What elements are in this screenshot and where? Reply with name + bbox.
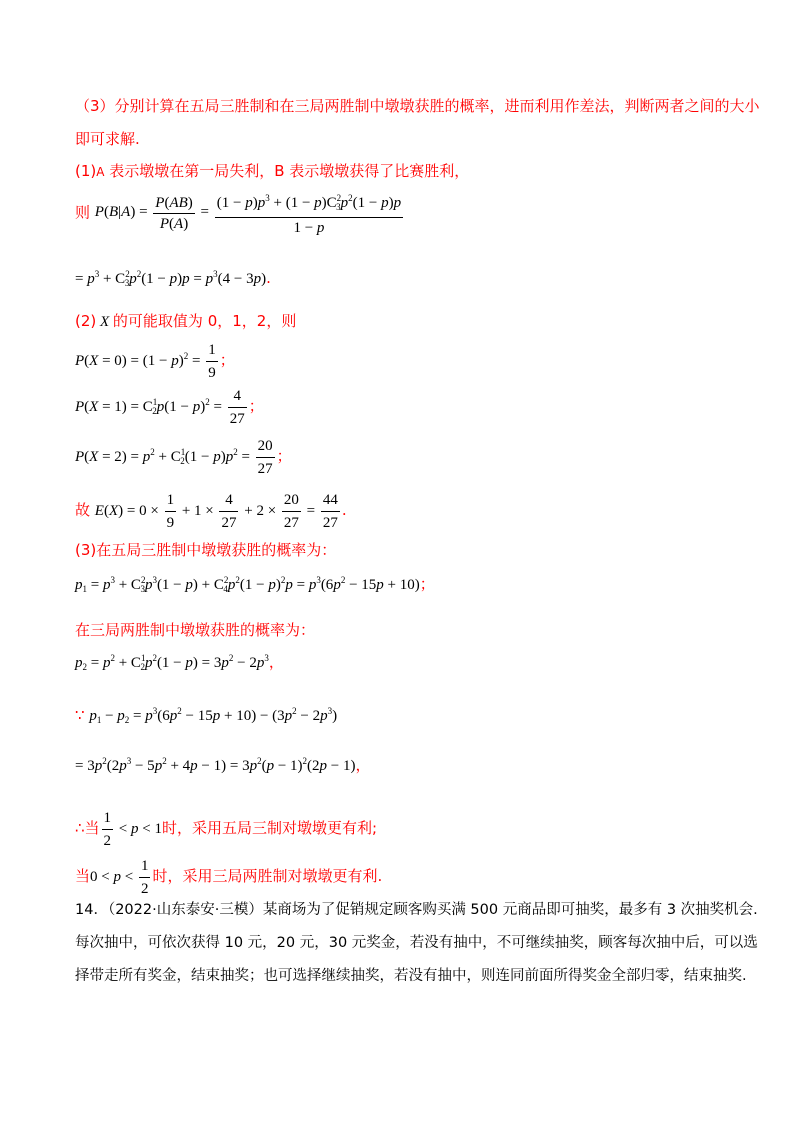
px1-formula: $P(X = 1) = C^1_2p(1 - p)^2$ = $\frac{4}{27}$ ； [75,388,264,427]
because-symbol: ∵ [75,706,85,724]
p2-formula: $p_2 = p^2 + C^1_2p^2(1 - p) = 3p^2 - 2p^3$， [75,653,284,672]
q14-line2: 每次抽中，可依次获得 10 元，20 元，30 元奖金，若没有抽中，不可继续抽奖，顾客每次抽中后，可以选 [75,935,758,951]
sol1-event-a: A [96,165,105,179]
sol1-intro [75,161,469,182]
therefore-label: 故 [75,500,91,519]
sol2-prefix: (2) [75,312,97,330]
conclusion-2: 当0 < p < $\frac{1}{2}$ 时，采用三局两胜制对墩墩更有利. [75,858,383,897]
px0-formula: $P(X = 0) = (1 - p)^2$ = $\frac{1}{9}$ ； [75,342,235,381]
conclusion-2-prefix: 当 [75,866,91,885]
sol3-intro2: 在三局两胜制中墩墩获胜的概率为： [75,621,316,639]
sol1-then: 则 [75,203,91,222]
px2-formula: $P(X = 2) = p^2 + C^1_2(1 - p)p^2$ = $\frac{20}{27}$ ； [75,438,292,477]
part3-hint-line1: （3）分别计算在五局三胜制和在三局两胜制中墩墩获胜的概率，进而利用作差法，判断两者之间的大小 [75,97,760,115]
sol2-intro-text: 的可能取值为 0，1，2，则 [112,312,297,330]
sol1-prefix: (1) [75,162,97,180]
sol1-intro-text: 表示墩墩在第一局失利，B 表示墩墩获得了比赛胜利， [104,162,470,180]
comma: ， [355,756,371,774]
conclusion-1-suffix: 时，采用五局三制对墩墩更有利; [161,818,378,837]
conclusion-1-prefix: ∴当 [75,818,100,837]
difference-formula: ∵ $p_1 - p_2 = p^3(6p^2 - 15p + 10) - (3p^2 - 2p^3)$ [75,706,338,725]
conclusion-1: ∴当 $\frac{1}{2}$ < p < 1时，采用五局三制对墩墩更有利; [75,810,378,849]
semicolon: ； [248,396,264,415]
part3-hint-line2: 即可求解. [75,130,140,148]
difference-factored: = $3p^2(2p^3 - 5p^2 + 4p - 1) = 3p^2(p - 1)^2(2p - 1)$， [75,756,371,774]
period: . [341,500,347,519]
comma: ， [268,653,284,671]
sol1-formula-1 [75,189,405,237]
q14-line1: 14．（2022·山东泰安·三模）某商场为了促销规定顾客购买满 500 元商品即可抽奖，最多有 3 次抽奖机会. [75,902,758,918]
sol1-formula-2: = $p^3 + C^2_3p^2(1 - p)p = p^3(4 - 3p)$. [75,269,271,288]
sol1-period: . [266,269,271,287]
expectation-formula: 故 E(X) = 0 × $\frac{1}{9}$ + 1 × $\frac{4}{27}$ + 2 × $\frac{20}{27}$ = $\frac{44}{27}$ . [75,492,347,531]
semicolon: ； [419,575,435,593]
q14-line3: 择带走所有奖金，结束抽奖；也可选择继续抽奖，若没有抽中，则连同前面所得奖金全部归零，结束抽奖. [75,968,747,984]
sol2-intro: (2) X 的可能取值为 0，1，2，则 [75,312,297,330]
p1-formula: $p_1 = p^3 + C^2_3p^3(1 - p) + C^2_4p^2(1 - p)^2p = p^3(6p^2 - 15p + 10)$； [75,575,435,594]
conditional-probability-formula: P(B|A) = $\frac{P(AB)}{P(A)}$ = $\frac{(1 - p)p^3 + (1 - p)C^2_3p^2(1 - p)p}{1 - p}$ [94,193,402,236]
sol3-intro: (3)在五局三胜制中墩墩获胜的概率为： [75,541,337,559]
conclusion-2-suffix: 时，采用三局两胜制对墩墩更有利. [152,866,383,885]
semicolon: ； [219,350,235,369]
semicolon: ； [276,446,292,465]
